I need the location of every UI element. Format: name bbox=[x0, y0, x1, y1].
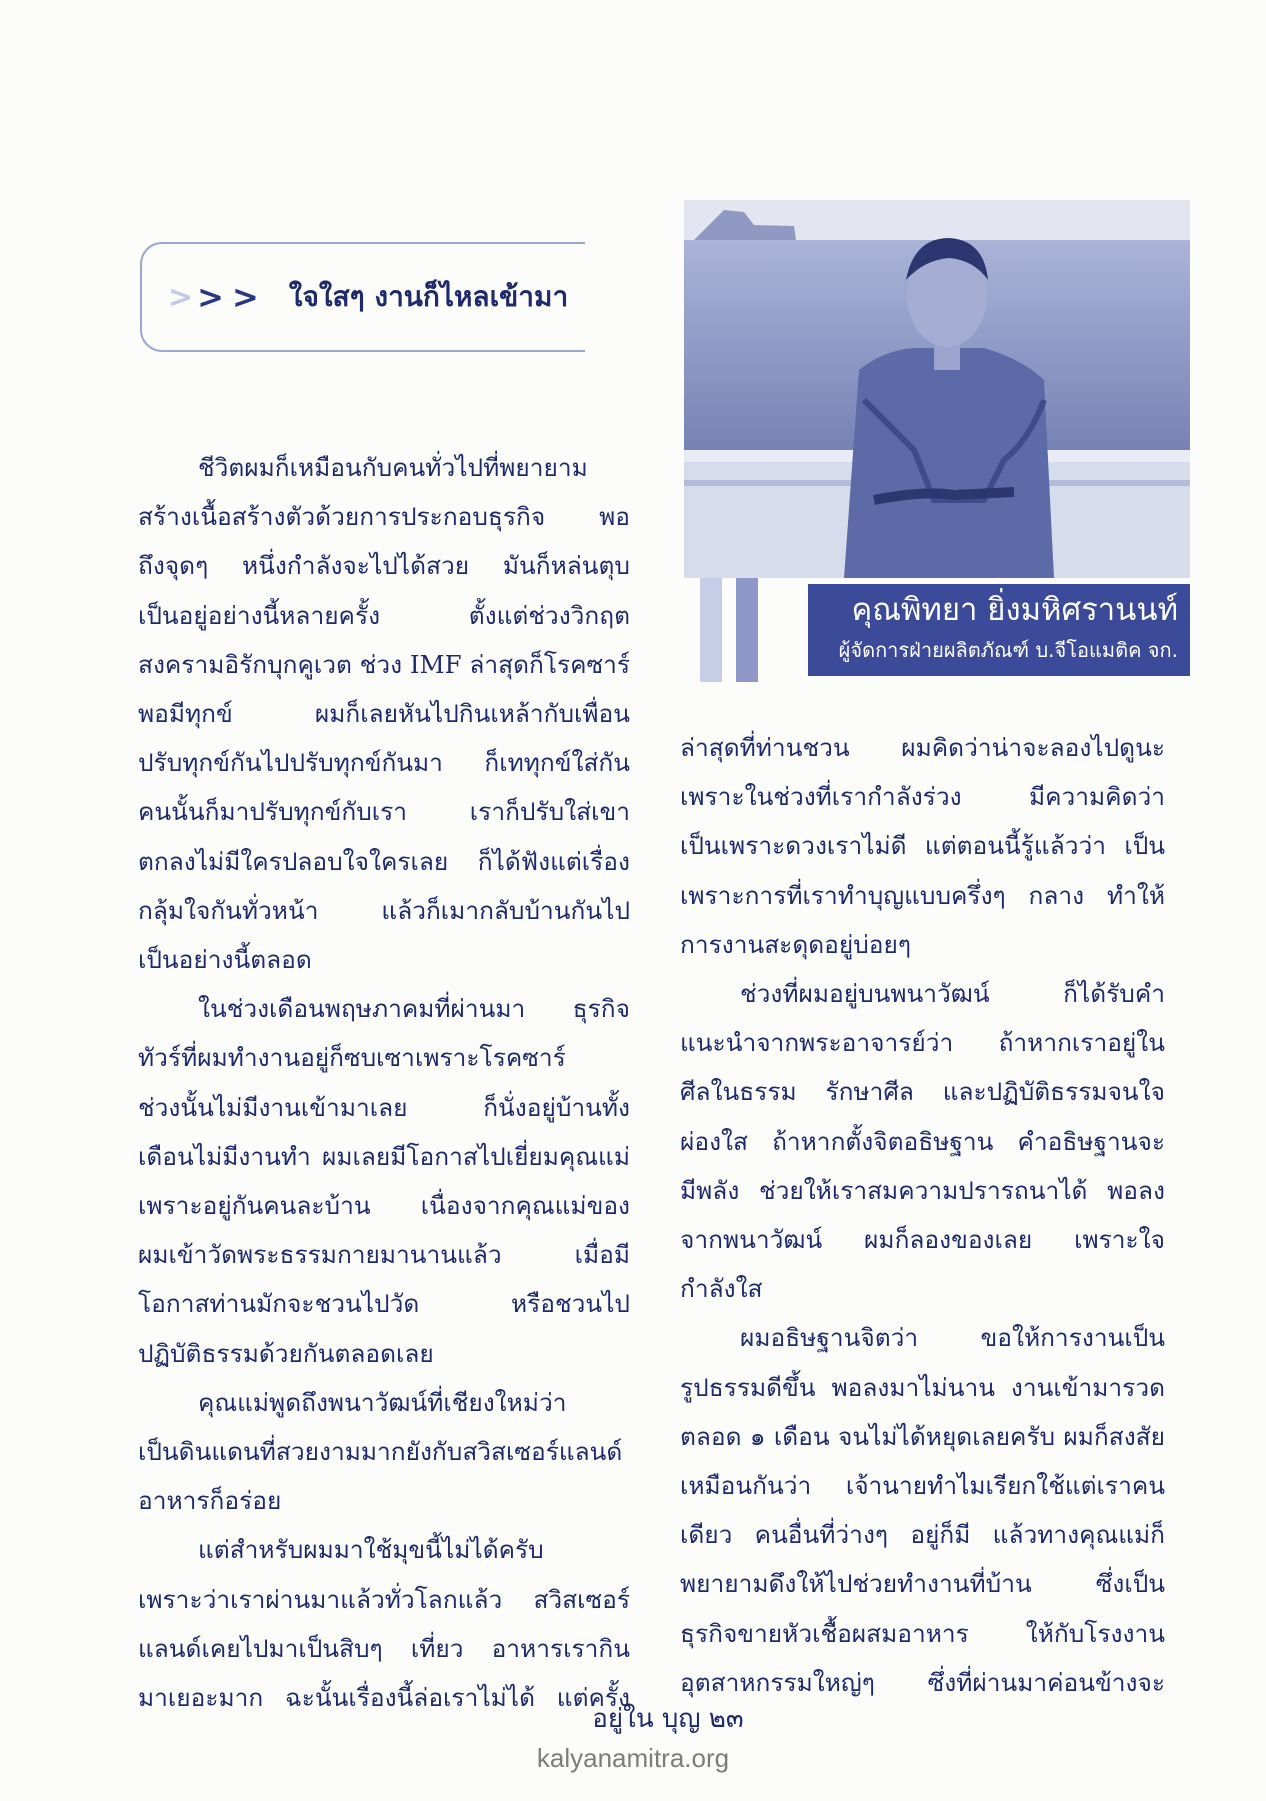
paragraph-line: พอมีทุกข์ ผมก็เลยหันไปกินเหล้ากับเพื่อน bbox=[138, 699, 630, 729]
caption-title: ผู้จัดการฝ่ายผลิตภัณฑ์ บ.จีโอแมติค จก. bbox=[838, 638, 1178, 662]
paragraph-line: ในช่วงเดือนพฤษภาคมที่ผ่านมา ธุรกิจ bbox=[198, 994, 630, 1024]
paragraph-line: คนนั้นก็มาปรับทุกข์กับเรา เราก็ปรับใส่เขา bbox=[138, 797, 630, 827]
paragraph-line: เป็นอย่างนี้ตลอด bbox=[138, 945, 312, 975]
photo-caption bbox=[684, 578, 1190, 682]
decorative-bar bbox=[700, 578, 722, 682]
paragraph-line: กลุ้มใจกันทั่วหน้า แล้วก็เมากลับบ้านกันไป bbox=[138, 895, 630, 925]
right-column-text bbox=[680, 723, 1165, 1707]
paragraph-line: สงครามอิรักบุกคูเวต ช่วง IMF ล่าสุดก็โรคซาร์ bbox=[138, 649, 631, 679]
paragraph-line: แนะนำจากพระอาจารย์ว่า ถ้าหากเราอยู่ใน bbox=[680, 1028, 1165, 1058]
paragraph-line: ช่วงนั้นไม่มีงานเข้ามาเลย ก็นั่งอยู่บ้านทั้ง bbox=[138, 1092, 630, 1122]
paragraph-line: แต่สำหรับผมมาใช้มุขนี้ไม่ได้ครับ bbox=[198, 1535, 544, 1565]
paragraph-line: ตกลงไม่มีใครปลอบใจใครเลย ก็ได้ฟังแต่เรื่อง bbox=[138, 846, 630, 876]
paragraph-line: อาหารก็อร่อย bbox=[138, 1486, 282, 1516]
paragraph-line: ล่าสุดที่ท่านชวน ผมคิดว่าน่าจะลองไปดูนะ bbox=[680, 733, 1165, 762]
paragraph-line: เหมือนกันว่า เจ้านายทำไมเรียกใช้แต่เราคน bbox=[680, 1471, 1165, 1501]
section-heading-box bbox=[140, 242, 585, 352]
paragraph-line: เดือนไม่มีงานทำ ผมเลยมีโอกาสไปเยี่ยมคุณแม่ bbox=[138, 1141, 630, 1171]
section-heading: ใจใสๆ งานก็ไหลเข้ามา bbox=[288, 280, 569, 313]
paragraph-line: เป็นดินแดนที่สวยงามมากยังกับสวิสเซอร์แลนด์ bbox=[138, 1437, 623, 1467]
paragraph-line: อุตสาหกรรมใหญ่ๆ ซึ่งที่ผ่านมาค่อนข้างจะ bbox=[680, 1667, 1165, 1697]
paragraph-line: เพราะว่าเราผ่านมาแล้วทั่วโลกแล้ว สวิสเซอร์ bbox=[138, 1584, 630, 1614]
paragraph-line: ปฏิบัติธรรมด้วยกันตลอดเลย bbox=[138, 1338, 434, 1368]
decorative-bar bbox=[736, 578, 758, 682]
paragraph-line: เพราะการที่เราทำบุญแบบครึ่งๆ กลาง ทำให้ bbox=[680, 880, 1165, 910]
paragraph-line: ผมเข้าวัดพระธรรมกายมานานแล้ว เมื่อมี bbox=[138, 1240, 630, 1270]
paragraph-line: ชีวิตผมก็เหมือนกับคนทั่วไปที่พยายาม bbox=[198, 453, 588, 482]
site-watermark: kalyanamitra.org bbox=[536, 1743, 730, 1773]
paragraph-line: เพราะในช่วงที่เรากำลังร่วง มีความคิดว่า bbox=[680, 782, 1165, 812]
paragraph-line: โอกาสท่านมักจะชวนไปวัด หรือชวนไป bbox=[138, 1289, 630, 1319]
page-footer-logo: อยู่ใน บุญ ๒๓ bbox=[592, 1704, 744, 1734]
paragraph-line: คุณแม่พูดถึงพนาวัฒน์ที่เชียงใหม่ว่า bbox=[198, 1387, 567, 1417]
paragraph-line: ทัวร์ที่ผมทำงานอยู่ก็ซบเซาเพราะโรคซาร์ bbox=[138, 1043, 566, 1073]
paragraph-line: จากพนาวัฒน์ ผมก็ลองของเลย เพราะใจ bbox=[680, 1225, 1165, 1255]
chevron-right-icon: > bbox=[231, 278, 259, 316]
paragraph-line: เป็นอยู่อย่างนี้หลายครั้ง ตั้งแต่ช่วงวิกฤต bbox=[138, 600, 630, 630]
paragraph-line: ตลอด ๑ เดือน จนไม่ได้หยุดเลยครับ ผมก็สงสัย bbox=[680, 1421, 1165, 1451]
portrait-photo bbox=[684, 200, 1190, 578]
paragraph-line: ผ่องใส ถ้าหากตั้งจิตอธิษฐาน คำอธิษฐานจะ bbox=[680, 1126, 1165, 1156]
paragraph-line: ผมอธิษฐานจิตว่า ขอให้การงานเป็น bbox=[740, 1323, 1165, 1353]
paragraph-line: รูปธรรมดีขึ้น พอลงมาไม่นาน งานเข้ามารวด bbox=[680, 1372, 1165, 1402]
paragraph-line: เป็นเพราะดวงเราไม่ดี แต่ตอนนี้รู้แล้วว่า เป็น bbox=[680, 831, 1165, 861]
paragraph-line: แลนด์เคยไปมาเป็นสิบๆ เที่ยว อาหารเรากิน bbox=[138, 1633, 630, 1663]
paragraph-line: ปรับทุกข์กันไปปรับทุกข์กันมา ก็เททุกข์ใส่กัน bbox=[138, 748, 630, 778]
left-column-text bbox=[138, 443, 630, 1722]
paragraph-line: ธุรกิจขายหัวเชื้อผสมอาหาร ให้กับโรงงาน bbox=[680, 1618, 1165, 1648]
paragraph-line: ช่วงที่ผมอยู่บนพนาวัฒน์ ก็ได้รับคำ bbox=[740, 979, 1165, 1009]
paragraph-line: มาเยอะมาก ฉะนั้นเรื่องนี้ล่อเราไม่ได้ แต่ครั้ง bbox=[138, 1683, 630, 1713]
paragraph-line: เพราะอยู่กันคนละบ้าน เนื่องจากคุณแม่ของ bbox=[138, 1191, 630, 1221]
caption-name: คุณพิทยา ยิ่งมหิศรานนท์ bbox=[851, 592, 1178, 628]
paragraph-line: พยายามดึงให้ไปช่วยทำงานที่บ้าน ซึ่งเป็น bbox=[680, 1569, 1165, 1599]
paragraph-line: การงานสะดุดอยู่บ่อยๆ bbox=[680, 929, 912, 959]
paragraph-line: ศีลในธรรม รักษาศีล และปฏิบัติธรรมจนใจ bbox=[680, 1077, 1165, 1107]
paragraph-line: กำลังใส bbox=[680, 1274, 763, 1304]
paragraph-line: เดียว คนอื่นที่ว่างๆ อยู่ก็มี แล้วทางคุณแม่ก็ bbox=[680, 1520, 1165, 1550]
chevron-light-icon: > bbox=[168, 279, 194, 315]
paragraph-line: ถึงจุดๆ หนึ่งกำลังจะไปได้สวย มันก็หล่นตุบ bbox=[138, 551, 630, 581]
caption-box bbox=[808, 584, 1190, 676]
paragraph-line: สร้างเนื้อสร้างตัวด้วยการประกอบธุรกิจ พอ bbox=[138, 502, 630, 532]
paragraph-line: มีพลัง ช่วยให้เราสมความปรารถนาได้ พอลง bbox=[680, 1175, 1165, 1205]
chevron-right-icon: > bbox=[197, 278, 224, 316]
